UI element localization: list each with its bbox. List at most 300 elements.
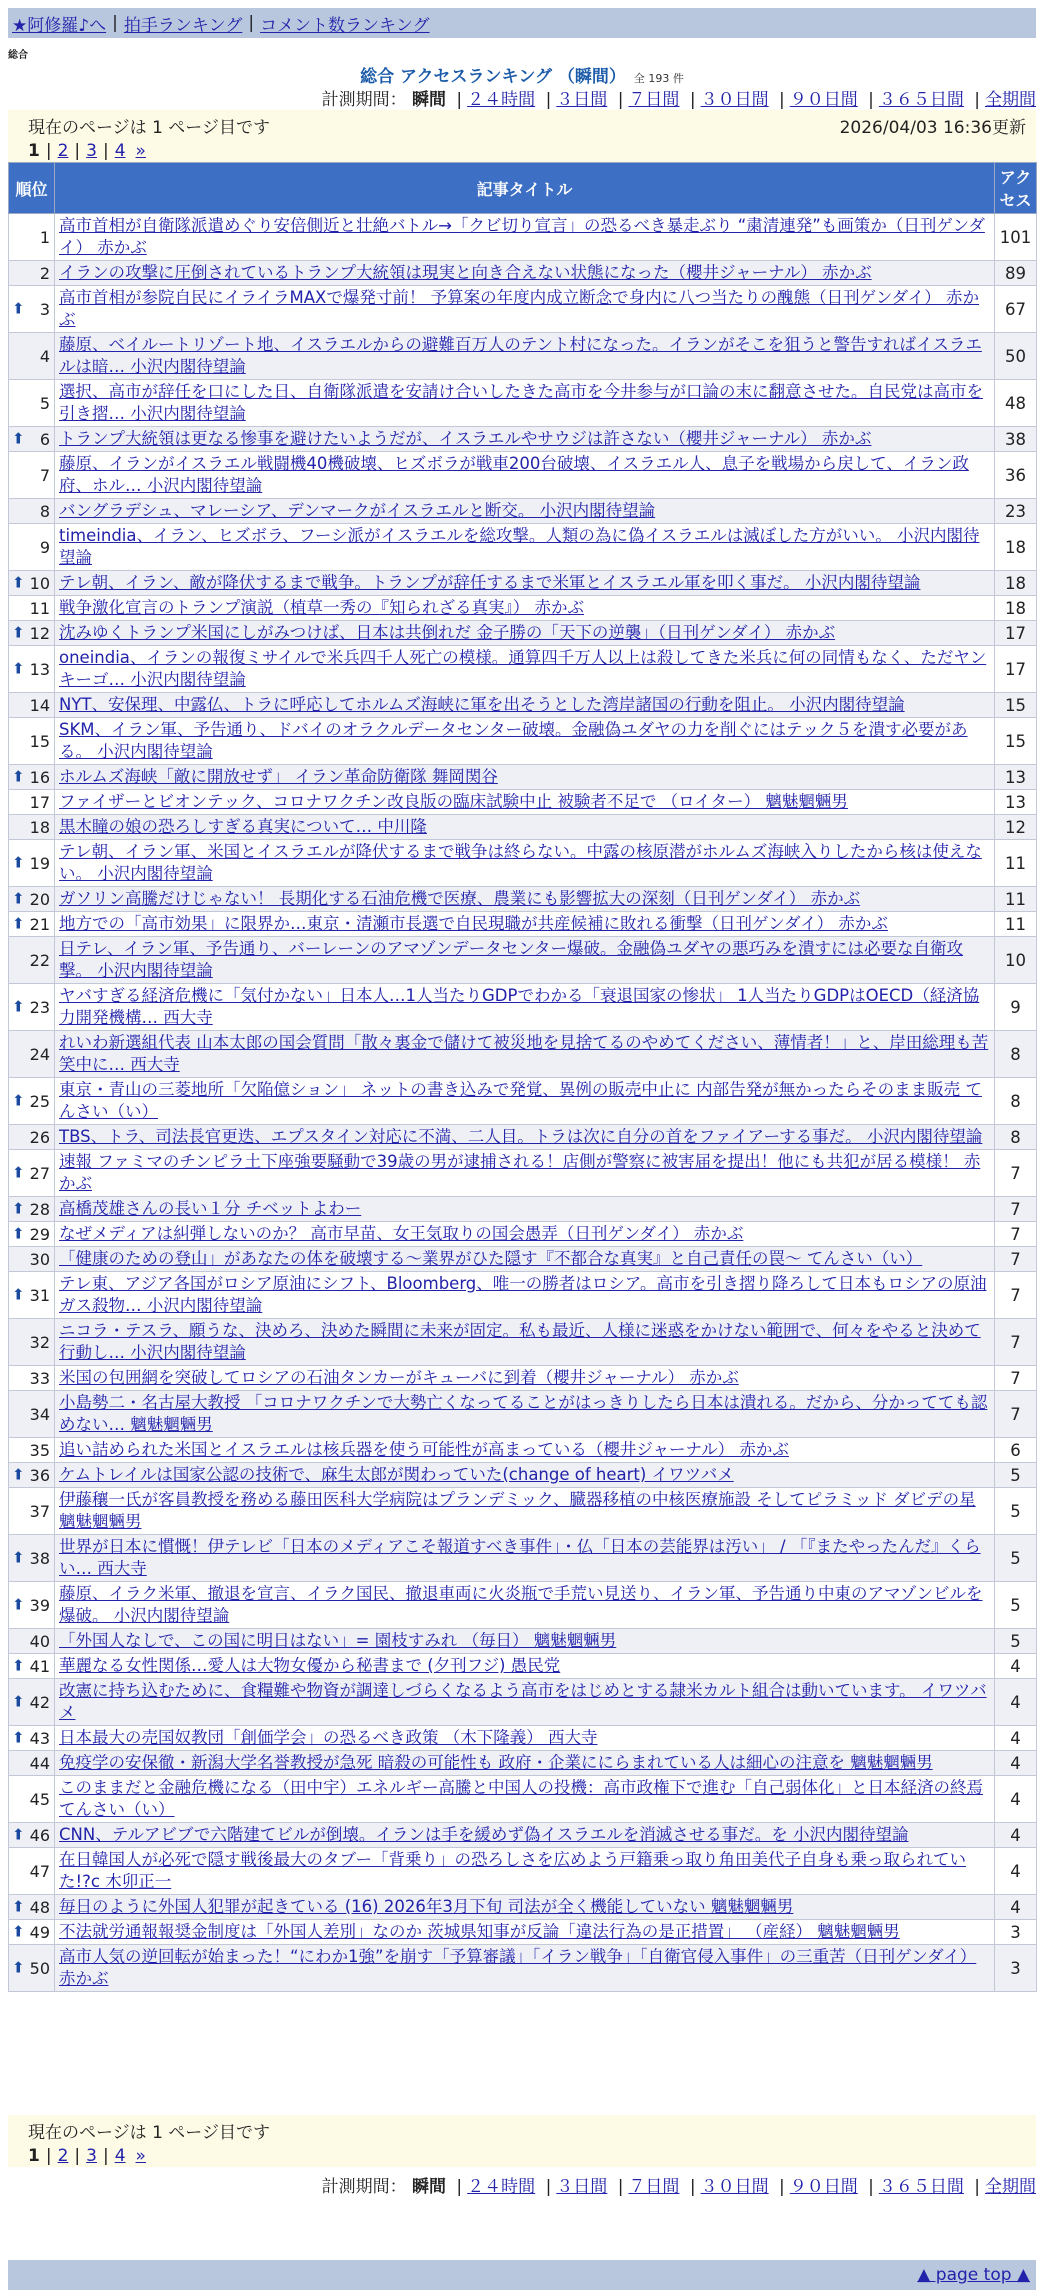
- pager-top: 1 | 2 | 3 | 4 »: [28, 141, 146, 161]
- rank-cell: [9, 571, 55, 596]
- pager-current: 1: [28, 2146, 40, 2166]
- title-cell: [55, 427, 995, 452]
- rank-cell: [9, 1726, 55, 1751]
- article-link[interactable]: oneindia、イランの報復ミサイルで米兵四千人死亡の模様。通算四千万人以上は殺してきた米兵に何の同情もなく、ただヤンキーゴ… 小沢内閣待望論: [59, 648, 987, 689]
- table-row: [9, 214, 1037, 261]
- title-cell: [55, 214, 995, 261]
- title-cell: [55, 499, 995, 524]
- table-row: [9, 1031, 1037, 1078]
- rank-cell: [9, 1222, 55, 1247]
- rank-number: 2: [39, 263, 50, 283]
- title-cell: [55, 1945, 995, 1992]
- header-rank: 順位: [9, 163, 55, 214]
- title-cell: [55, 1438, 995, 1463]
- table-row: [9, 621, 1037, 646]
- table-row: [9, 1751, 1037, 1776]
- rank-number: 39: [29, 1595, 50, 1615]
- title-cell: [55, 1031, 995, 1078]
- table-row: [9, 1535, 1037, 1582]
- access-count: 15: [995, 718, 1037, 765]
- rank-cell: [9, 765, 55, 790]
- header-access: アクセス: [995, 163, 1037, 214]
- rank-cell: [9, 621, 55, 646]
- rank-cell: [9, 1629, 55, 1654]
- rank-cell: [9, 1272, 55, 1319]
- table-row: [9, 1125, 1037, 1150]
- table-row: [9, 693, 1037, 718]
- access-count: 7: [995, 1319, 1037, 1366]
- title-cell: [55, 452, 995, 499]
- title-cell: [55, 1751, 995, 1776]
- rank-up-arrow-icon: ⬆: [12, 1199, 25, 1218]
- period-link-all[interactable]: 全期間: [985, 2177, 1036, 2197]
- access-count: 13: [995, 790, 1037, 815]
- rank-cell: [9, 286, 55, 333]
- article-link[interactable]: 免疫学の安保徹・新潟大学名誉教授が急死 暗殺の可能性も 政府・企業ににらまれている人は細心の注意を 魑魅魍魎男: [59, 1753, 933, 1772]
- period-link-24h[interactable]: ２４時間: [467, 90, 536, 110]
- article-link[interactable]: 高橋茂雄さんの長い１分 チベットよわー: [59, 1199, 362, 1218]
- page-title-text: 総合 アクセスランキング （瞬間）: [360, 67, 626, 87]
- access-count: 15: [995, 693, 1037, 718]
- title-cell: [55, 1078, 995, 1125]
- article-link[interactable]: TBS、トラ、司法長官更迭、エプスタイン対応に不満、二人目。トラは次に自分の首をファイアーする事だ。 小沢内閣待望論: [59, 1127, 983, 1146]
- access-count: 7: [995, 1150, 1037, 1197]
- rank-cell: [9, 1463, 55, 1488]
- article-link[interactable]: ヤバすぎる経済危機に「気付かない」日本人…1人当たりGDPでわかる「衰退国家の惨状」 1人当たりGDPはOECD（経済協力開発機構… 西大寺: [59, 986, 980, 1027]
- rank-up-arrow-icon: ⬆: [12, 299, 25, 318]
- article-link[interactable]: 高市首相が自衛隊派遣めぐり安倍側近と壮絶バトル→「クビ切り宣言」の恐るべき暴走ぶり “粛清連発”も画策か（日刊ゲンダイ） 赤かぶ: [59, 216, 985, 257]
- access-count: 8: [995, 1031, 1037, 1078]
- title-cell: [55, 380, 995, 427]
- access-count: 4: [995, 1895, 1037, 1920]
- rank-number: 31: [29, 1285, 50, 1305]
- access-count: 4: [995, 1654, 1037, 1679]
- article-link[interactable]: NYT、安保理、中露仏、トラに呼応してホルムズ海峡に軍を出そうとした湾岸諸国の行動を阻止。 小沢内閣待望論: [59, 695, 905, 714]
- table-row: [9, 1438, 1037, 1463]
- title-cell: [55, 1582, 995, 1629]
- rank-up-arrow-icon: ⬆: [12, 767, 25, 786]
- rank-number: 25: [29, 1091, 50, 1111]
- pager-current: 1: [28, 141, 40, 161]
- table-row: [9, 1319, 1037, 1366]
- rank-cell: [9, 937, 55, 984]
- article-link[interactable]: 藤原、イラク米軍、撤退を宣言、イラク国民、撤退車両に火炎瓶で手荒い見送り、イラン軍、予告通り中東のアマゾンビルを爆破。 小沢内閣待望論: [59, 1584, 983, 1625]
- title-cell: [55, 790, 995, 815]
- article-link[interactable]: 戦争激化宣言のトランプ演説（植草一秀の『知られざる真実』） 赤かぶ: [59, 598, 584, 617]
- rank-up-arrow-icon: ⬆: [12, 997, 25, 1016]
- page-info: 現在のページは 1 ページ目です: [28, 2122, 270, 2143]
- period-link-365d[interactable]: ３６５日間: [878, 2177, 964, 2197]
- nav-link-asyura[interactable]: ★阿修羅♪へ: [12, 15, 107, 36]
- table-row: [9, 718, 1037, 765]
- period-current: 瞬間: [412, 2177, 447, 2197]
- rank-up-arrow-icon: ⬆: [12, 1958, 25, 1977]
- rank-number: 48: [29, 1897, 50, 1917]
- article-link[interactable]: 追い詰められた米国とイスラエルは核兵器を使う可能性が高まっている（櫻井ジャーナル） 赤かぶ: [59, 1440, 789, 1459]
- rank-up-arrow-icon: ⬆: [12, 623, 25, 642]
- rank-number: 18: [29, 817, 50, 837]
- rank-cell: [9, 718, 55, 765]
- pager-bottom: 1 | 2 | 3 | 4 »: [28, 2146, 146, 2166]
- article-link[interactable]: 世界が日本に慣慨！伊テレビ「日本のメディアこそ報道すべき事件」・仏「日本の芸能界は汚い」 / 「『またやったんだ』くらい… 西大寺: [59, 1537, 981, 1578]
- rank-cell: [9, 1488, 55, 1535]
- pager-next[interactable]: »: [135, 2146, 146, 2166]
- rank-up-arrow-icon: ⬆: [12, 1163, 25, 1182]
- rank-number: 10: [29, 573, 50, 593]
- title-cell: [55, 1848, 995, 1895]
- title-cell: [55, 333, 995, 380]
- article-link[interactable]: ガソリン高騰だけじゃない！ 長期化する石油危機で医療、農業にも影響拡大の深刻（日刊ゲンダイ） 赤かぶ: [59, 889, 861, 908]
- rank-cell: [9, 1535, 55, 1582]
- article-link[interactable]: 小島勢二・名古屋大教授 「コロナワクチンで大勢亡くなってることがはっきりしたら日本は潰れる。だから、分かってても認めない… 魑魅魍魎男: [59, 1393, 988, 1434]
- access-count: 101: [995, 214, 1037, 261]
- table-row: [9, 380, 1037, 427]
- table-row: [9, 1945, 1037, 1992]
- article-link[interactable]: 米国の包囲網を突破してロシアの石油タンカーがキューバに到着（櫻井ジャーナル） 赤かぶ: [59, 1368, 739, 1387]
- access-count: 11: [995, 840, 1037, 887]
- title-cell: [55, 1222, 995, 1247]
- rank-cell: [9, 1150, 55, 1197]
- table-row: [9, 452, 1037, 499]
- article-link[interactable]: テレ東、アジア各国がロシア原油にシフト、Bloomberg、唯一の勝者はロシア。高市を引き摺り降ろして日本もロシアの原油ガス殺物… 小沢内閣待望論: [59, 1274, 987, 1315]
- table-row: [9, 1222, 1037, 1247]
- table-row: [9, 1726, 1037, 1751]
- nav-link-applause-ranking[interactable]: 拍手ランキング: [123, 15, 243, 36]
- access-count: 7: [995, 1391, 1037, 1438]
- article-link[interactable]: SKM、イラン軍、予告通り、ドバイのオラクルデータセンター破壊。金融偽ユダヤの力を削ぐにはテック５を潰す必要がある。 小沢内閣待望論: [59, 720, 968, 761]
- article-link[interactable]: ホルムズ海峡「敵に開放せず」 イラン革命防衛隊 舞岡関谷: [59, 767, 498, 786]
- access-count: 5: [995, 1488, 1037, 1535]
- access-count: 7: [995, 1272, 1037, 1319]
- access-count: 50: [995, 333, 1037, 380]
- article-link[interactable]: テレ朝、イラン、敵が降伏するまで戦争。トランプが辞任するまで米軍とイスラエル軍を叩く事だ。 小沢内閣待望論: [59, 573, 921, 592]
- rank-up-arrow-icon: ⬆: [12, 1728, 25, 1747]
- title-cell: [55, 1679, 995, 1726]
- rank-number: 40: [29, 1631, 50, 1651]
- pager-link-3[interactable]: 3: [86, 141, 97, 161]
- article-link[interactable]: 地方での「高市効果」に限界か…東京・清瀬市長選で自民現職が共産候補に敗れる衝撃（日刊ゲンダイ） 赤かぶ: [59, 914, 888, 933]
- title-cell: [55, 1272, 995, 1319]
- period-link-24h[interactable]: ２４時間: [467, 2177, 536, 2197]
- article-link[interactable]: トランプ大統領は更なる惨事を避けたいようだが、イスラエルやサウジは許さない（櫻井ジャーナル） 赤かぶ: [59, 429, 872, 448]
- rank-number: 16: [29, 767, 50, 787]
- title-cell: [55, 1150, 995, 1197]
- pager-next[interactable]: »: [135, 141, 146, 161]
- article-link[interactable]: 選択、高市が辞任を口にした日、自衛隊派遣を安請け合いしたきた高市を今井参与が口論の末に翻意させた。自民党は高市を引き摺… 小沢内閣待望論: [59, 382, 983, 423]
- top-nav-bar: ★阿修羅♪へ | 拍手ランキング | コメント数ランキング: [8, 8, 1036, 38]
- table-row: [9, 765, 1037, 790]
- rank-number: 9: [39, 537, 50, 557]
- rank-number: 35: [29, 1440, 50, 1460]
- rank-cell: [9, 1823, 55, 1848]
- rank-number: 49: [29, 1922, 50, 1942]
- rank-up-arrow-icon: ⬆: [12, 659, 25, 678]
- article-link[interactable]: 在日韓国人が必死で隠す戦後最大のタブー「背乗り」の恐ろしさを広めよう戸籍乗っ取り角田美代子自身も乗っ取られていた!?c 木卯正一: [59, 1850, 967, 1891]
- rank-up-arrow-icon: ⬆: [12, 1922, 25, 1941]
- rank-number: 47: [29, 1861, 50, 1881]
- period-label: 計測期間：: [321, 2177, 407, 2197]
- table-row: [9, 1463, 1037, 1488]
- article-link[interactable]: 速報 ファミマのチンピラ土下座強要騒動で39歳の男が逮捕される！店側が警察に被害届を提出！他にも共犯が居る模様！ 赤かぶ: [59, 1152, 981, 1193]
- title-cell: [55, 1654, 995, 1679]
- access-count: 4: [995, 1726, 1037, 1751]
- period-label: 計測期間：: [321, 90, 407, 110]
- table-row: [9, 427, 1037, 452]
- rank-number: 41: [29, 1656, 50, 1676]
- title-cell: [55, 1726, 995, 1751]
- table-row: [9, 1920, 1037, 1945]
- article-link[interactable]: れいわ新選組代表 山本太郎の国会質問「散々裏金で儲けて被災地を見捨てるのやめてください、薄情者！」と、岸田総理も苦笑中に… 西大寺: [59, 1033, 989, 1074]
- nav-link-comment-ranking[interactable]: コメント数ランキング: [260, 15, 430, 36]
- period-link-30d[interactable]: ３０日間: [700, 2177, 769, 2197]
- access-count: 23: [995, 499, 1037, 524]
- page-title: [0, 62, 1044, 87]
- article-link[interactable]: 藤原、イランがイスラエル戦闘機40機破壊、ヒズボラが戦車200台破壊、イスラエル人、息子を戦場から戻して、イラン政府、ホル… 小沢内閣待望論: [59, 454, 969, 495]
- access-count: 89: [995, 261, 1037, 286]
- article-link[interactable]: ファイザーとビオンテック、コロナワクチン改良版の臨床試験中止 被験者不足で （ロイター） 魑魅魍魎男: [59, 792, 848, 811]
- table-row: [9, 1272, 1037, 1319]
- title-cell: [55, 1391, 995, 1438]
- title-cell: [55, 1247, 995, 1272]
- rank-number: 1: [39, 227, 50, 247]
- rank-up-arrow-icon: ⬆: [12, 889, 25, 908]
- table-row: [9, 815, 1037, 840]
- header-title: 記事タイトル: [55, 163, 995, 214]
- rank-up-arrow-icon: ⬆: [12, 1285, 25, 1304]
- table-row: [9, 1366, 1037, 1391]
- rank-number: 46: [29, 1825, 50, 1845]
- rank-cell: [9, 1920, 55, 1945]
- rank-cell: [9, 1751, 55, 1776]
- access-count: 4: [995, 1751, 1037, 1776]
- rank-number: 8: [39, 501, 50, 521]
- article-link[interactable]: このままだと金融危機になる（田中宇）エネルギー高騰と中国人の投機：高市政権下で進む「自己弱体化」と日本経済の終焉 てんさい（い）: [59, 1778, 983, 1819]
- access-count: 7: [995, 1247, 1037, 1272]
- rank-number: 45: [29, 1789, 50, 1809]
- access-count: 7: [995, 1222, 1037, 1247]
- period-link-7d[interactable]: ７日間: [628, 90, 680, 110]
- table-row: [9, 937, 1037, 984]
- rank-cell: [9, 1197, 55, 1222]
- rank-number: 26: [29, 1127, 50, 1147]
- title-cell: [55, 571, 995, 596]
- table-row: [9, 1150, 1037, 1197]
- access-count: 12: [995, 815, 1037, 840]
- rank-cell: [9, 1776, 55, 1823]
- rank-cell: [9, 984, 55, 1031]
- article-count: 全 193 件: [633, 72, 684, 85]
- article-link[interactable]: バングラデシュ、マレーシア、デンマークがイスラエルと断交。 小沢内閣待望論: [59, 501, 656, 520]
- rank-number: 14: [29, 695, 50, 715]
- period-link-3d[interactable]: ３日間: [556, 90, 608, 110]
- pager-link-2[interactable]: 2: [57, 141, 69, 161]
- rank-number: 13: [29, 659, 50, 679]
- article-link[interactable]: 藤原、ベイルートリゾート地、イスラエルからの避難百万人のテント村になった。イランがそこを狙うと警告すればイスラエルは暗… 小沢内閣待望論: [59, 335, 982, 376]
- access-count: 5: [995, 1582, 1037, 1629]
- rank-cell: [9, 1895, 55, 1920]
- article-link[interactable]: 伊藤穰一氏が客員教授を務める藤田医科大学病院はプランデミック、臓器移植の中核医療施設 そしてピラミッド ダビデの星 魑魅魍魎男: [59, 1490, 976, 1531]
- rank-cell: [9, 1319, 55, 1366]
- article-link[interactable]: 「外国人なしで、この国に明日はない」= 園枝すみれ （毎日） 魑魅魍魎男: [59, 1631, 617, 1650]
- period-selector-bottom: 計測期間： 瞬間 | ２４時間 | ３日間 | ７日間 | ３０日間 | ９０日間 | ３６５日間 | 全期間: [321, 2177, 1036, 2197]
- period-current: 瞬間: [412, 90, 447, 110]
- rank-cell: [9, 1848, 55, 1895]
- period-link-7d[interactable]: ７日間: [628, 2177, 680, 2197]
- title-cell: [55, 718, 995, 765]
- title-cell: [55, 1895, 995, 1920]
- pager-link-2[interactable]: 2: [57, 2146, 69, 2166]
- pager-link-3[interactable]: 3: [86, 2146, 97, 2166]
- table-row: [9, 1776, 1037, 1823]
- access-count: 13: [995, 765, 1037, 790]
- rank-cell: [9, 1582, 55, 1629]
- rank-up-arrow-icon: ⬆: [12, 853, 25, 872]
- title-cell: [55, 937, 995, 984]
- rank-number: 20: [29, 889, 50, 909]
- article-link[interactable]: 黒木瞳の娘の恐ろしすぎる真実について… 中川隆: [59, 817, 427, 836]
- table-row: [9, 646, 1037, 693]
- pager-link-4[interactable]: 4: [114, 2146, 126, 2166]
- table-row: [9, 1629, 1037, 1654]
- access-count: 4: [995, 1679, 1037, 1726]
- access-count: 8: [995, 1078, 1037, 1125]
- article-link[interactable]: 日テレ、イラン軍、予告通り、バーレーンのアマゾンデータセンター爆破。金融偽ユダヤの悪巧みを潰すには必要な自衛攻撃。 小沢内閣待望論: [59, 939, 964, 980]
- rank-up-arrow-icon: ⬆: [12, 1465, 25, 1484]
- article-link[interactable]: ケムトレイルは国家公認の技術で、麻生太郎が関わっていた(change of heart) イワツバメ: [59, 1465, 734, 1484]
- article-link[interactable]: CNN、テルアビブで六階建てビルが倒壊。イランは手を緩めず偽イスラエルを消滅させる事だ。を 小沢内閣待望論: [59, 1825, 909, 1844]
- rank-cell: [9, 1366, 55, 1391]
- page-info-box-top: [8, 110, 1036, 162]
- title-cell: [55, 1125, 995, 1150]
- article-link[interactable]: 毎日のように外国人犯罪が起きている (16) 2026年3月下旬 司法が全く機能していない 魑魅魍魎男: [59, 1897, 794, 1916]
- rank-number: 7: [39, 465, 50, 485]
- rank-number: 4: [39, 346, 50, 366]
- rank-cell: [9, 524, 55, 571]
- title-cell: [55, 840, 995, 887]
- period-link-all[interactable]: 全期間: [985, 90, 1036, 110]
- period-link-90d[interactable]: ９０日間: [789, 2177, 858, 2197]
- access-count: 11: [995, 887, 1037, 912]
- rank-number: 34: [29, 1404, 50, 1424]
- article-link[interactable]: テレ朝、イラン軍、米国とイスラエルが降伏するまで戦争は終らない。中露の核原潜がホルムズ海峡入りしたから核は使えない。 小沢内閣待望論: [59, 842, 982, 883]
- table-row: [9, 1895, 1037, 1920]
- access-count: 4: [995, 1823, 1037, 1848]
- rank-number: 30: [29, 1249, 50, 1269]
- rank-cell: [9, 693, 55, 718]
- article-link[interactable]: 日本最大の売国奴教団「創価学会」の恐るべき政策 （木下隆義） 西大寺: [59, 1728, 598, 1747]
- rank-cell: [9, 1679, 55, 1726]
- title-cell: [55, 1319, 995, 1366]
- rank-number: 27: [29, 1163, 50, 1183]
- table-row: [9, 1391, 1037, 1438]
- rank-cell: [9, 1945, 55, 1992]
- title-cell: [55, 1366, 995, 1391]
- table-row: [9, 1488, 1037, 1535]
- rank-number: 6: [39, 429, 50, 449]
- access-count: 67: [995, 286, 1037, 333]
- article-link[interactable]: timeindia、イラン、ヒズボラ、フーシ派がイスラエルを総攻撃。人類の為に偽イスラエルは滅ぼした方がいい。 小沢内閣待望論: [59, 526, 980, 567]
- page-top-link[interactable]: ▲ page top ▲: [917, 2265, 1030, 2285]
- rank-cell: [9, 887, 55, 912]
- rank-up-arrow-icon: ⬆: [12, 429, 25, 448]
- title-cell: [55, 1197, 995, 1222]
- article-link[interactable]: 不法就労通報報奨金制度は「外国人差別」なのか 茨城県知事が反論「違法行為の是正措置」 （産経） 魑魅魍魎男: [59, 1922, 900, 1941]
- rank-cell: [9, 214, 55, 261]
- table-row: [9, 524, 1037, 571]
- title-cell: [55, 524, 995, 571]
- period-link-90d[interactable]: ９０日間: [789, 90, 858, 110]
- access-count: 36: [995, 452, 1037, 499]
- article-link[interactable]: 沈みゆくトランプ米国にしがみつけば、日本は共倒れだ 金子勝の「天下の逆襲」（日刊ゲンダイ） 赤かぶ: [59, 623, 836, 642]
- table-row: [9, 790, 1037, 815]
- access-count: 9: [995, 984, 1037, 1031]
- article-link[interactable]: 「健康のための登山」があなたの体を破壊する〜業界がひた隠す『不都合な真実』と自己責任の罠〜 てんさい（い）: [59, 1249, 923, 1268]
- article-link[interactable]: 高市首相が参院自民にイライラMAXで爆発寸前！ 予算案の年度内成立断念で身内に八つ当たりの醜態（日刊ゲンダイ） 赤かぶ: [59, 288, 980, 329]
- table-row: [9, 840, 1037, 887]
- article-link[interactable]: なぜメディアは糾弾しないのか？ 高市早苗、女王気取りの国会愚弄（日刊ゲンダイ） 赤かぶ: [59, 1224, 744, 1243]
- article-link[interactable]: 東京・青山の三菱地所「欠陥億ション」 ネットの書き込みで発覚、異例の販売中止に 内部告発が無かったらそのまま販売 てんさい（い）: [59, 1080, 982, 1121]
- access-count: 4: [995, 1776, 1037, 1823]
- title-cell: [55, 1463, 995, 1488]
- title-cell: [55, 1535, 995, 1582]
- rank-number: 21: [29, 914, 50, 934]
- rank-number: 24: [29, 1044, 50, 1064]
- rank-number: 15: [29, 731, 50, 751]
- rank-cell: [9, 815, 55, 840]
- table-row: [9, 1247, 1037, 1272]
- access-count: 17: [995, 646, 1037, 693]
- table-row: [9, 596, 1037, 621]
- rank-number: 12: [29, 623, 50, 643]
- article-link[interactable]: ニコラ・テスラ、願うな、決めろ、決めた瞬間に未来が固定。私も最近、人様に迷惑をかけない範囲で、何々をやると決めて行動し… 小沢内閣待望論: [59, 1321, 981, 1362]
- period-link-30d[interactable]: ３０日間: [700, 90, 769, 110]
- article-link[interactable]: イランの攻撃に圧倒されているトランプ大統領は現実と向き合えない状態になった（櫻井ジャーナル） 赤かぶ: [59, 263, 872, 282]
- title-cell: [55, 1776, 995, 1823]
- title-cell: [55, 815, 995, 840]
- access-count: 10: [995, 937, 1037, 984]
- access-count: 48: [995, 380, 1037, 427]
- article-link[interactable]: 高市人気の逆回転が始まった！“にわか1強”を崩す「予算審議」「イラン戦争」「自衛官侵入事件」の三重苦（日刊ゲンダイ） 赤かぶ: [59, 1947, 977, 1988]
- table-row: [9, 1654, 1037, 1679]
- rank-up-arrow-icon: ⬆: [12, 1897, 25, 1916]
- article-link[interactable]: 改憲に持ち込むために、食糧難や物資が調達しづらくなるよう高市をはじめとする隷米カルト組合は動いています。 イワツバメ: [59, 1681, 987, 1722]
- rank-number: 43: [29, 1728, 50, 1748]
- rank-cell: [9, 1247, 55, 1272]
- rank-cell: [9, 427, 55, 452]
- table-row: [9, 887, 1037, 912]
- period-link-365d[interactable]: ３６５日間: [878, 90, 964, 110]
- access-count: 17: [995, 621, 1037, 646]
- rank-number: 32: [29, 1332, 50, 1352]
- rank-number: 38: [29, 1548, 50, 1568]
- pager-link-4[interactable]: 4: [114, 141, 126, 161]
- period-link-3d[interactable]: ３日間: [556, 2177, 608, 2197]
- rank-number: 37: [29, 1501, 50, 1521]
- access-count: 5: [995, 1535, 1037, 1582]
- title-cell: [55, 1823, 995, 1848]
- access-count: 3: [995, 1945, 1037, 1992]
- period-selector-top: 計測期間： 瞬間 | ２４時間 | ３日間 | ７日間 | ３０日間 | ９０日間 | ３６５日間 | 全期間: [321, 90, 1036, 110]
- access-count: 7: [995, 1366, 1037, 1391]
- rank-number: 29: [29, 1224, 50, 1244]
- rank-cell: [9, 790, 55, 815]
- rank-cell: [9, 1438, 55, 1463]
- access-count: 8: [995, 1125, 1037, 1150]
- article-link[interactable]: 華麗なる女性関係…愛人は大物女優から秘書まで (夕刊フジ) 愚民党: [59, 1656, 561, 1675]
- rank-number: 50: [29, 1958, 50, 1978]
- table-row: [9, 1078, 1037, 1125]
- table-row: [9, 261, 1037, 286]
